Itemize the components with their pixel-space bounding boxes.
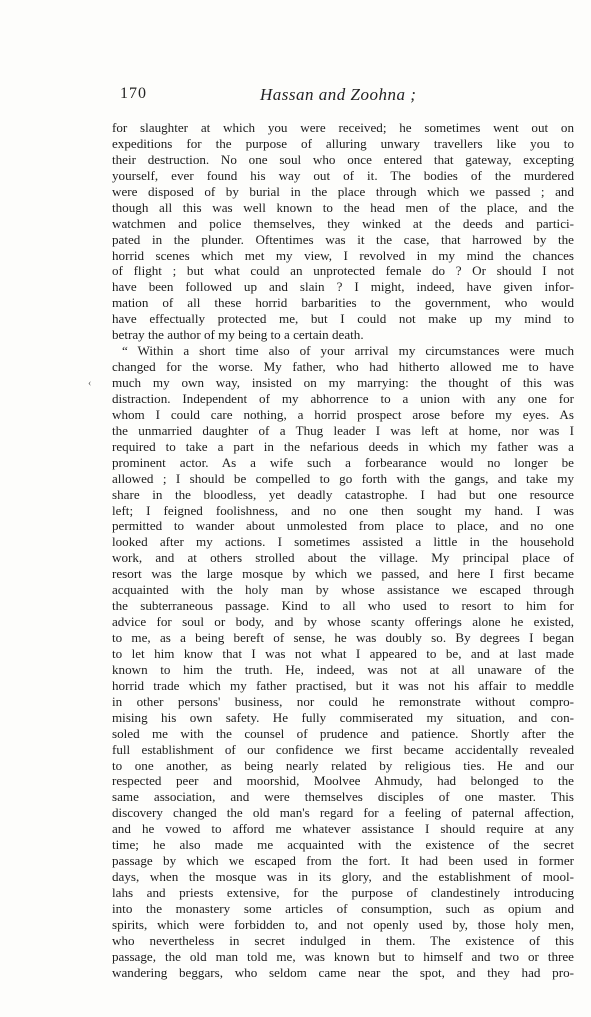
text-line: passage, the old man told me, was known but to himself and two or three bbox=[112, 948, 574, 964]
text-line: time; he also made me acquainted with the existence of the secret bbox=[112, 837, 574, 853]
text-line: distraction. Independent of my abhorrence to a union with any one for bbox=[112, 390, 574, 406]
text-line: days, when the mosque was in its glory, and the establishment of mool- bbox=[112, 869, 574, 885]
text-line: the subterraneous passage. Kind to all who used to resort to him for bbox=[112, 598, 574, 614]
text-line: known to him the truth. He, indeed, was not at all unaware of the bbox=[112, 661, 574, 677]
text-line: of flight ; but what could an unprotected female do ? Or should I not bbox=[112, 263, 574, 279]
text-line: and he vowed to afford me whatever assistance I should require at any bbox=[112, 821, 574, 837]
text-line: changed for the worse. My father, who had hitherto allowed me to have bbox=[112, 359, 574, 375]
body-text bbox=[112, 120, 574, 981]
text-line: whom I could care nothing, a horrid prospect arose before my eyes. As bbox=[112, 406, 574, 422]
text-line: to one another, as being nearly related by religious ties. He and our bbox=[112, 757, 574, 773]
text-line: horrid trade which my father practised, but it was not his affair to meddle bbox=[112, 677, 574, 693]
text-line: to let him know that I was not what I appeared to be, and at last made bbox=[112, 645, 574, 661]
text-line: permitted to wander about unmolested from place to place, and no one bbox=[112, 518, 574, 534]
text-line: acquainted with the holy man by whose assistance we escaped through bbox=[112, 582, 574, 598]
page-header bbox=[120, 85, 520, 107]
text-line: into the monastery some articles of consumption, such as opium and bbox=[112, 900, 574, 916]
text-line: looked after my actions. I sometimes assisted a little in the household bbox=[112, 534, 574, 550]
text-line: pated in the plunder. Oftentimes was it the case, that harrowed by the bbox=[112, 231, 574, 247]
text-line: have been followed up and slain ? I might, indeed, have given infor- bbox=[112, 279, 574, 295]
text-line: discovery changed the old man's regard for a feeling of paternal affection, bbox=[112, 805, 574, 821]
margin-mark: ‹ bbox=[88, 378, 92, 389]
text-line: advice for soul or body, and by whose scanty offerings alone he existed, bbox=[112, 614, 574, 630]
text-line: in other persons' business, nor could he remonstrate without compro- bbox=[112, 693, 574, 709]
text-line: expeditions for the purpose of alluring unwary travellers like you to bbox=[112, 135, 574, 151]
text-line: yourself, ever found his way out of it. The bodies of the murdered bbox=[112, 167, 574, 183]
text-line: mising his own safety. He fully commiserated my situation, and con- bbox=[112, 709, 574, 725]
text-line: respected peer and moorshid, Moolvee Ahmudy, had belonged to the bbox=[112, 773, 574, 789]
text-line: work, and at others strolled about the village. My principal place of bbox=[112, 550, 574, 566]
text-line: prominent actor. As a wife such a forbearance would no longer be bbox=[112, 454, 574, 470]
text-line: much my own way, insisted on my marrying: the thought of this was bbox=[112, 375, 574, 390]
text-line: the unmarried daughter of a Thug leader I was left at home, nor was I bbox=[112, 422, 574, 438]
text-line: same association, and were themselves disciples of one master. This bbox=[112, 789, 574, 805]
text-line: resort was the large mosque by which we passed, and here I first became bbox=[112, 566, 574, 582]
text-line: passage by which we escaped from the fort. It had been used in former bbox=[112, 853, 574, 869]
text-line: required to take a part in the nefarious deeds in which my father was a bbox=[112, 438, 574, 454]
text-line: watchmen and police themselves, they winked at the deeds and partici- bbox=[112, 215, 574, 231]
text-line: to me, as a being bereft of sense, he was doubly so. By degrees I began bbox=[112, 630, 574, 645]
text-line: soled me with the counsel of prudence and patience. Shortly after the bbox=[112, 725, 574, 741]
text-line: spirits, which were forbidden to, and not openly used by, those holy men, bbox=[112, 916, 574, 932]
running-title: Hassan and Zoohna ; bbox=[260, 85, 417, 104]
text-line: were disposed of by burial in the place through which we passed ; and bbox=[112, 183, 574, 199]
text-line: mation of all these horrid barbarities to the government, who would bbox=[112, 295, 574, 311]
text-line: share in the bloodless, yet deadly catastrophe. I had but one resource bbox=[112, 486, 574, 502]
text-line: have effectually protected me, but I could not make up my mind to bbox=[112, 311, 574, 327]
text-line: lahs and priests extensive, for the purpose of clandestinely introducing bbox=[112, 885, 574, 900]
text-line: betray the author of my being to a certain death. bbox=[112, 327, 364, 343]
text-line: allowed ; I should be compelled to go forth with the gangs, and take my bbox=[112, 470, 574, 486]
text-line: wandering beggars, who seldom came near the spot, and they had pro- bbox=[112, 964, 574, 980]
text-line: “ Within a short time also of your arrival my circumstances were much bbox=[122, 343, 574, 359]
text-line: horrid scenes which met my view, I revolved in my mind the chances bbox=[112, 247, 574, 263]
text-line: for slaughter at which you were received; he sometimes went out on bbox=[112, 120, 574, 135]
text-line: though all this was well known to the head men of the place, and the bbox=[112, 199, 574, 215]
page-number: 170 bbox=[120, 85, 147, 102]
text-line: full establishment of our confidence we first became accidentally revealed bbox=[112, 741, 574, 757]
text-line: left; I feigned foolishness, and no one then sought my hand. I was bbox=[112, 502, 574, 518]
text-line: who nevertheless in secret indulged in them. The existence of this bbox=[112, 932, 574, 948]
text-line: their destruction. No one soul who once entered that gateway, excepting bbox=[112, 151, 574, 167]
